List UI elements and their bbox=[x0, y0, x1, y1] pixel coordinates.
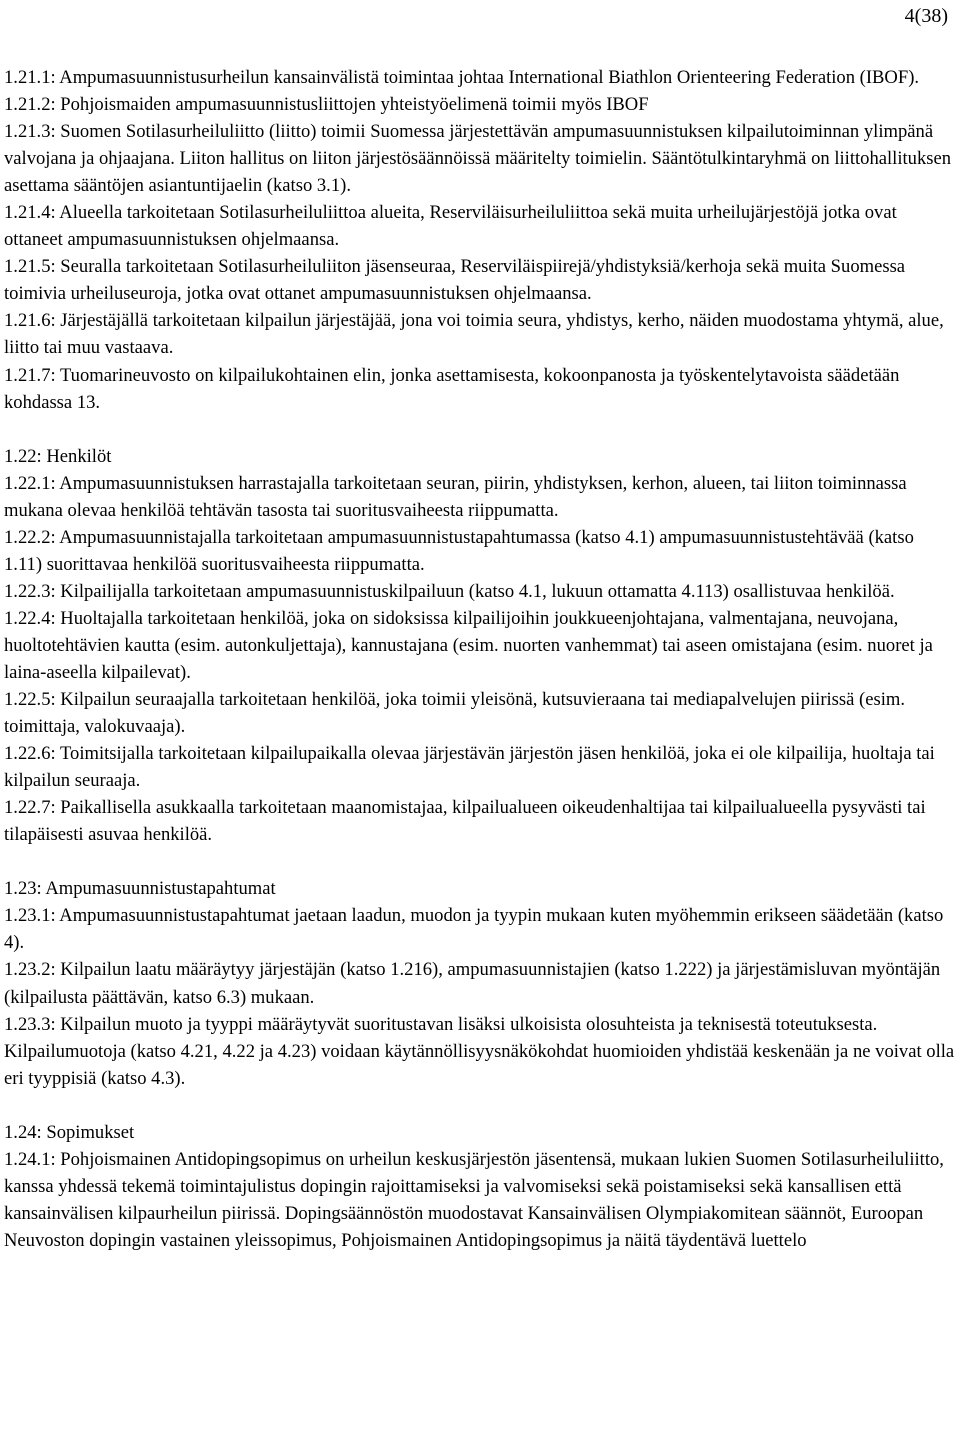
paragraph: 1.23.3: Kilpailun muoto ja tyyppi määräytyvät suoritustavan lisäksi ulkoisista olosuhteista ja teknisestä toteutuksesta. Kilpailumuotoja (katso 4.21, 4.22 ja 4.23) voidaan käytännöllisyysnäkökohdat huomioiden yhdistää keskenään ja ne voivat olla eri tyyppisiä (katso 4.3). bbox=[4, 1013, 955, 1089]
paragraph: 1.21.5: Seuralla tarkoitetaan Sotilasurheiluliiton jäsenseuraa, Reserviläispiirejä/yhdistyksiä/kerhoja sekä muita Suomessa toimivia urheiluseuroja, jotka ovat ottanet ampumasuunnistuksen ohjelmaansa. bbox=[4, 256, 906, 305]
paragraph: 1.22.7: Paikallisella asukkaalla tarkoitetaan maanomistajaa, kilpailualueen oikeudenhaltijaa tai kilpailualueella pysyvästi tai tilapäisesti asuvaa henkilöä. bbox=[4, 797, 926, 846]
paragraph: 1.21.3: Suomen Sotilasurheiluliitto (liitto) toimii Suomessa järjestettävän ampumasuunnistuksen kilpailutoiminnan ylimpänä valvojana ja ohjaajana. Liiton hallitus on liiton järjestösäännöissä määritelty toimielin. Sääntötulkintaryhmä on liittohallituksen asettama sääntöjen asiantuntijaelin (katso 3.1). bbox=[4, 121, 952, 197]
page-number: 4(38) bbox=[904, 5, 948, 27]
paragraph: 1.21.2: Pohjoismaiden ampumasuunnistusliittojen yhteistyöelimenä toimii myös IBOF bbox=[4, 94, 649, 116]
paragraph: 1.21.6: Järjestäjällä tarkoitetaan kilpailun järjestäjää, jona voi toimia seura, yhdistys, kerho, näiden muodostama yhtymä, alue, liitto tai muu vastaava. bbox=[4, 310, 944, 359]
paragraph: 1.24.1: Pohjoismainen Antidopingsopimus on urheilun keskusjärjestön jäsentensä, mukaan lukien Suomen Sotilasurheiluliitto, kanssa yhdessä tekemä toimintajulistus dopingin rajoittamiseksi ja valvomiseksi sekä poistamiseksi sekä kansallisen että kansainvälisen kilpaurheilun piirissä. Dopingsäännöstön muodostavat Kansainvälisen Olympiakomitean säännöt, Euroopan Neuvoston dopingin vastainen yleissopimus, Pohjoismainen Antidopingsopimus ja näitä täydentävä luettelo bbox=[4, 1148, 944, 1251]
paragraph: 1.22.4: Huoltajalla tarkoitetaan henkilöä, joka on sidoksissa kilpailijoihin joukkueenjohtajana, valmentajana, neuvojana, huoltotehtävien kautta (esim. autonkuljettaja), kannustajana (esim. nuorten vanhemmat) tai aseen omistajana (esim. nuoret ja laina-aseella kilpailevat). bbox=[4, 607, 933, 683]
section-heading: 1.24: Sopimukset bbox=[4, 1121, 135, 1143]
paragraph: 1.22.3: Kilpailijalla tarkoitetaan ampumasuunnistuskilpailuun (katso 4.1, lukuun ottamatta 4.113) osallistuvaa henkilöä. bbox=[4, 580, 895, 602]
document-body bbox=[4, 64, 956, 1254]
section-heading: 1.22: Henkilöt bbox=[4, 445, 112, 467]
paragraph: 1.22.1: Ampumasuunnistuksen harrastajalla tarkoitetaan seuran, piirin, yhdistyksen, kerhon, alueen, tai liiton toiminnassa mukana olevaa henkilöä tehtävän tasosta tai suoritusvaiheesta riippumatta. bbox=[4, 472, 907, 521]
paragraph: 1.23.1: Ampumasuunnistustapahtumat jaetaan laadun, muodon ja tyypin mukaan kuten myöhemmin erikseen säädetään (katso 4). bbox=[4, 905, 944, 954]
paragraph: 1.21.7: Tuomarineuvosto on kilpailukohtainen elin, jonka asettamisesta, kokoonpanosta ja työskentelytavoista säädetään kohdassa 13. bbox=[4, 364, 900, 413]
paragraph: 1.23.2: Kilpailun laatu määräytyy järjestäjän (katso 1.216), ampumasuunnistajien (katso 1.222) ja järjestämisluvan myöntäjän (kilpailusta päättävän, katso 6.3) mukaan. bbox=[4, 959, 941, 1008]
paragraph: 1.22.6: Toimitsijalla tarkoitetaan kilpailupaikalla olevaa järjestävän järjestön jäsen henkilöä, joka ei ole kilpailija, huoltaja tai kilpailun seuraaja. bbox=[4, 743, 935, 792]
paragraph: 1.21.4: Alueella tarkoitetaan Sotilasurheiluliittoa alueita, Reserviläisurheiluliittoa sekä muita urheilujärjestöjä jotka ovat ottaneet ampumasuunnistuksen ohjelmaansa. bbox=[4, 202, 897, 251]
paragraph: 1.21.1: Ampumasuunnistusurheilun kansainvälistä toimintaa johtaa International Biathlon Orienteering Federation (IBOF). bbox=[4, 67, 920, 88]
paragraph: 1.22.2: Ampumasuunnistajalla tarkoitetaan ampumasuunnistustapahtumassa (katso 4.1) ampumasuunnistustehtävää (katso 1.11) suorittavaa henkilöä suoritusvaiheesta riippumatta. bbox=[4, 526, 914, 575]
section-heading: 1.23: Ampumasuunnistustapahtumat bbox=[4, 878, 276, 900]
paragraph: 1.22.5: Kilpailun seuraajalla tarkoitetaan henkilöä, joka toimii yleisönä, kutsuvieraana tai mediapalvelujen piirissä (esim. toimittaja, valokuvaaja). bbox=[4, 689, 906, 738]
